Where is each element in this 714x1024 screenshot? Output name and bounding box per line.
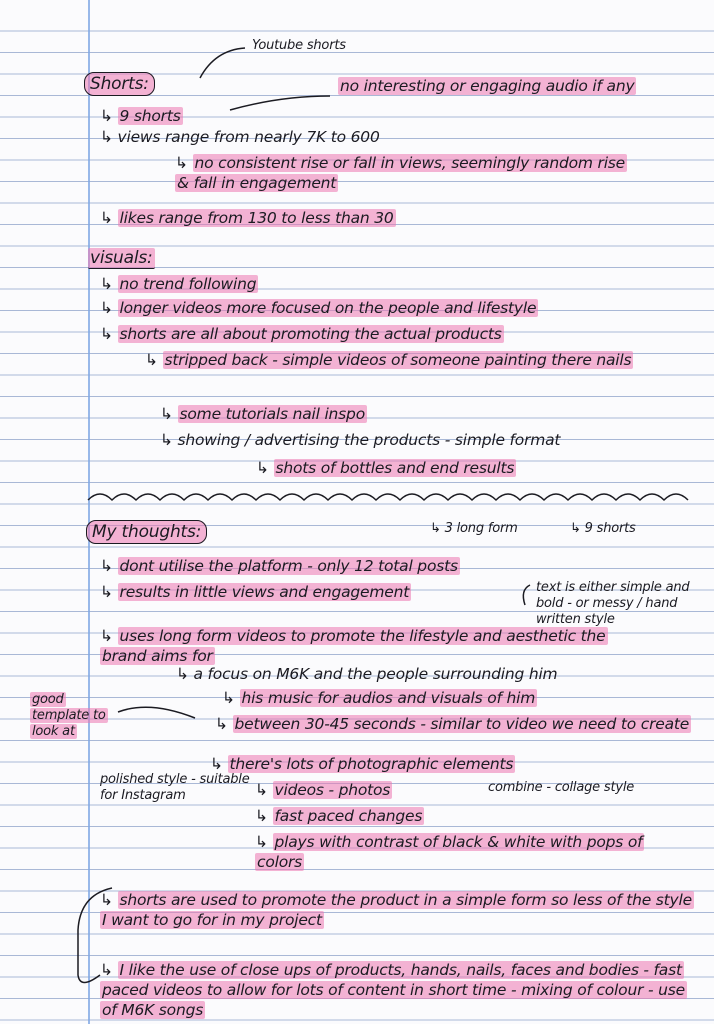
visuals-heading: visuals: <box>90 248 153 268</box>
between: ↳ between 30-45 seconds - similar to video we need to create <box>215 715 690 733</box>
plays-contrast: ↳ plays with contrast of black & white with pops of colors <box>255 833 643 871</box>
no-trend: ↳ no trend following <box>100 275 257 293</box>
focus-m6k: ↳ a focus on M6K and the people surrounding him <box>176 665 558 683</box>
polished: polished style - suitable for Instagram <box>100 772 250 803</box>
likes-range: ↳ likes range from 130 to less than 30 <box>100 209 394 227</box>
combine-collage: combine - collage style <box>488 780 635 795</box>
wave-divider <box>88 494 688 500</box>
his-music: ↳ his music for audios and visuals of him <box>222 689 536 707</box>
tutorials: ↳ some tutorials nail inspo <box>160 405 365 423</box>
views-range: ↳ views range from nearly 7K to 600 <box>100 128 380 146</box>
results-little: ↳ results in little views and engagement <box>100 583 410 601</box>
shorts-count-2: ↳ 9 shorts <box>570 521 636 536</box>
dont-utilise: ↳ dont utilise the platform - only 12 total posts <box>100 557 458 575</box>
uses-long-form: ↳ uses long form videos to promote the lifestyle and aesthetic the brand aims for <box>100 627 606 665</box>
i-like: ↳ I like the use of close ups of products, hands, nails, faces and bodies - fast paced videos to allow for lots of content in short time - mixing of colour - use of M6K songs <box>100 961 685 1019</box>
shorts-heading: Shorts: <box>84 74 155 94</box>
views-consistency: ↳ no consistent rise or fall in views, seemingly random rise & fall in engagement <box>175 154 626 192</box>
shorts-products: ↳ shorts are all about promoting the actual products <box>100 325 502 343</box>
youtube-shorts-label: Youtube shorts <box>252 38 346 53</box>
photographic: ↳ there's lots of photographic elements <box>210 755 514 773</box>
longer-videos: ↳ longer videos more focused on the people and lifestyle <box>100 299 537 317</box>
good-template: good template to look at <box>32 692 106 739</box>
shots-bottles: ↳ shots of bottles and end results <box>256 459 515 477</box>
stripped-back: ↳ stripped back - simple videos of someone painting there nails <box>145 351 632 369</box>
shorts-promote: ↳ shorts are used to promote the product in a simple form so less of the style I want to go for in my project <box>100 891 692 929</box>
thoughts-heading: My thoughts: <box>86 522 207 542</box>
shorts-count: ↳ 9 shorts <box>100 107 181 125</box>
videos-photos: ↳ videos - photos <box>255 781 391 799</box>
long-form-count: ↳ 3 long form <box>430 521 518 536</box>
showing-advertising: ↳ showing / advertising the products - simple format <box>160 431 561 449</box>
fast-paced: ↳ fast paced changes <box>255 807 423 825</box>
audio-note: no interesting or engaging audio if any <box>340 77 635 95</box>
text-note: text is either simple and bold - or messy / hand written style <box>536 580 690 627</box>
